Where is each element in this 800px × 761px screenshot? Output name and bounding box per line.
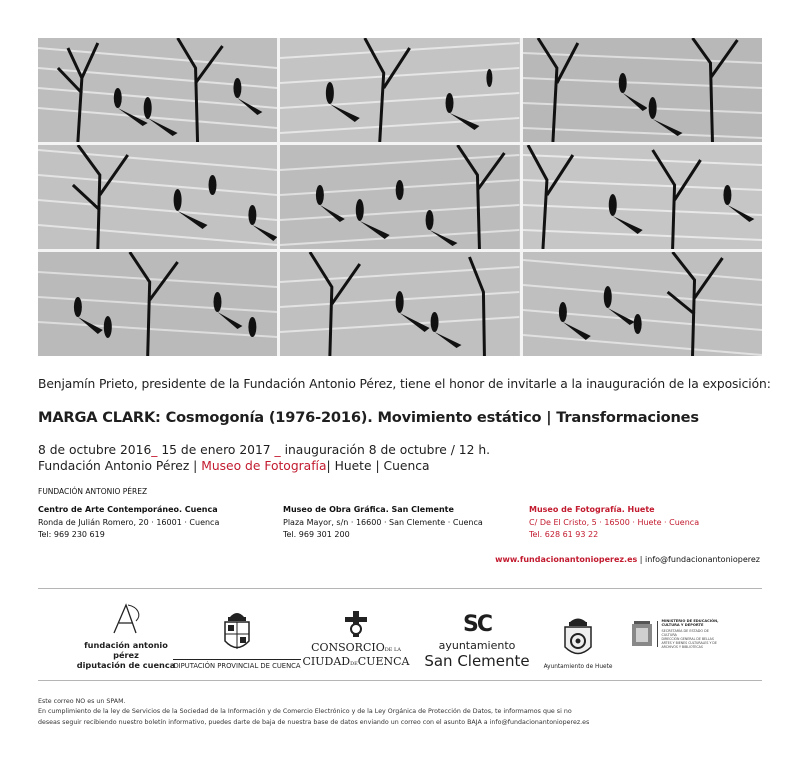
photo-tile <box>280 145 519 249</box>
sc-line2: San Clemente <box>424 652 530 670</box>
venues-line <box>38 459 430 473</box>
huete-name: Ayuntamiento de Huete <box>543 664 613 670</box>
photo-tile <box>523 252 762 356</box>
logo-ministerio[interactable] <box>620 604 732 664</box>
consorcio-small: DE LA <box>384 647 401 653</box>
date-separator: _ <box>151 443 158 457</box>
sc-monogram: SC <box>463 612 491 637</box>
venues-part: Fundación Antonio Pérez | <box>38 459 202 473</box>
legal-disclaimer <box>38 697 589 728</box>
huete-crest-icon <box>560 615 596 661</box>
venues-part: | Huete | Cuenca <box>326 459 430 473</box>
consorcio-line2 <box>303 656 410 670</box>
divider-top <box>38 588 762 589</box>
sc-line1: ayuntamiento <box>438 639 516 652</box>
venue-name: Museo de Fotografía. Huete <box>529 505 655 514</box>
disclaimer-line: Este correo NO es un SPAM. <box>38 698 126 705</box>
photo-tile <box>38 252 277 356</box>
venue-phone: Tel. 628 61 93 22 <box>529 530 599 539</box>
venue-cuenca <box>38 504 219 542</box>
venue-huete <box>529 504 699 542</box>
museum-link[interactable]: Museo de Fotografía <box>201 459 327 473</box>
website-link[interactable]: www.fundacionantonioperez.es <box>495 555 638 564</box>
inauguration-time: inauguración 8 de octubre / 12 h. <box>280 443 491 457</box>
logo-consorcio[interactable] <box>302 598 410 670</box>
coat-of-arms-icon <box>222 609 252 655</box>
consorcio-cross-icon <box>342 609 370 639</box>
venue-phone: Tel: 969 230 619 <box>38 530 105 539</box>
disclaimer-line: En cumplimiento de la ley de Servicios de la Sociedad de la Información y de Comercio Electrónico y de la Ley Orgánica de Protección de Datos, te informamos que si no <box>38 708 572 716</box>
photo-tile <box>280 38 519 142</box>
venue-address: Ronda de Julián Romero, 20 · 16001 · Cuenca <box>38 517 220 527</box>
logo-san-clemente[interactable] <box>418 598 536 670</box>
spain-shield-icon <box>631 621 653 647</box>
exhibition-dates <box>38 443 490 457</box>
exhibition-title: MARGA CLARK: Cosmogonía (1976-2016). Movimiento estático | Transformaciones <box>38 409 699 426</box>
logo-fundacion-antonio-perez[interactable] <box>72 598 180 670</box>
venue-phone: Tel. 969 301 200 <box>283 530 350 539</box>
contact-line <box>495 555 760 564</box>
disclaimer-line: deseas seguir recibiendo nuestro boletín informativo, puedes darte de baja de nuestra base de datos enviando un correo con el asunto BAJA a info@fundacionantonioperez.es <box>38 718 590 726</box>
photo-tile <box>523 145 762 249</box>
fap-line2: diputación de cuenca <box>76 660 176 670</box>
photo-tile <box>523 38 762 142</box>
diputacion-name: DIPUTACIÓN PROVINCIAL DE CUENCA <box>173 659 300 670</box>
organization-label: FUNDACIÓN ANTONIO PÉREZ <box>38 487 148 496</box>
fap-monogram-icon <box>106 601 146 637</box>
venue-name: Museo de Obra Gráfica. San Clemente <box>283 505 454 514</box>
end-date: 15 de enero 2017 <box>157 443 275 457</box>
consorcio-line1 <box>311 642 401 656</box>
ministerio-title: MINISTERIO DE EDUCACIÓN, CULTURA Y DEPORTE <box>661 618 719 628</box>
logo-huete[interactable] <box>540 598 616 670</box>
photo-tile <box>38 38 277 142</box>
venue-address: Plaza Mayor, s/n · 16600 · San Clemente · Cuenca <box>283 517 483 527</box>
hero-photo-grid <box>38 38 762 356</box>
photo-tile <box>280 252 519 356</box>
logo-diputacion[interactable] <box>173 598 301 670</box>
ministerio-text <box>662 619 722 649</box>
contact-separator: | <box>637 555 646 564</box>
email-link[interactable]: info@fundacionantonioperez <box>645 555 760 564</box>
photo-tile <box>38 145 277 249</box>
fap-line1: fundación antonio pérez <box>84 640 168 660</box>
date-separator: _ <box>274 443 281 457</box>
divider-bottom <box>38 680 762 681</box>
start-date: 8 de octubre 2016 <box>38 443 152 457</box>
venue-address: C/ De El Cristo, 5 · 16500 · Huete · Cuenca <box>529 517 700 527</box>
invitation-text: Benjamín Prieto, presidente de la Fundación Antonio Pérez, tiene el honor de invitarle a la inauguración de la exposición: <box>38 377 771 391</box>
consorcio-word: CUENCA <box>357 655 410 668</box>
ministerio-sub: SECRETARÍA DE ESTADO DE CULTURA <box>661 628 709 637</box>
venue-san-clemente <box>283 504 483 542</box>
ministerio-sub2: DIRECCIÓN GENERAL DE BELLAS ARTES Y BIENES CULTURALES Y DE ARCHIVOS Y BIBLIOTECAS <box>661 637 717 650</box>
consorcio-small: DE <box>350 661 358 667</box>
venue-name: Centro de Arte Contemporáneo. Cuenca <box>38 505 218 514</box>
ministerio-block <box>631 619 722 649</box>
consorcio-word: CONSORCIO <box>311 641 385 654</box>
consorcio-word: CIUDAD <box>302 655 351 668</box>
ministerio-divider <box>657 621 658 647</box>
